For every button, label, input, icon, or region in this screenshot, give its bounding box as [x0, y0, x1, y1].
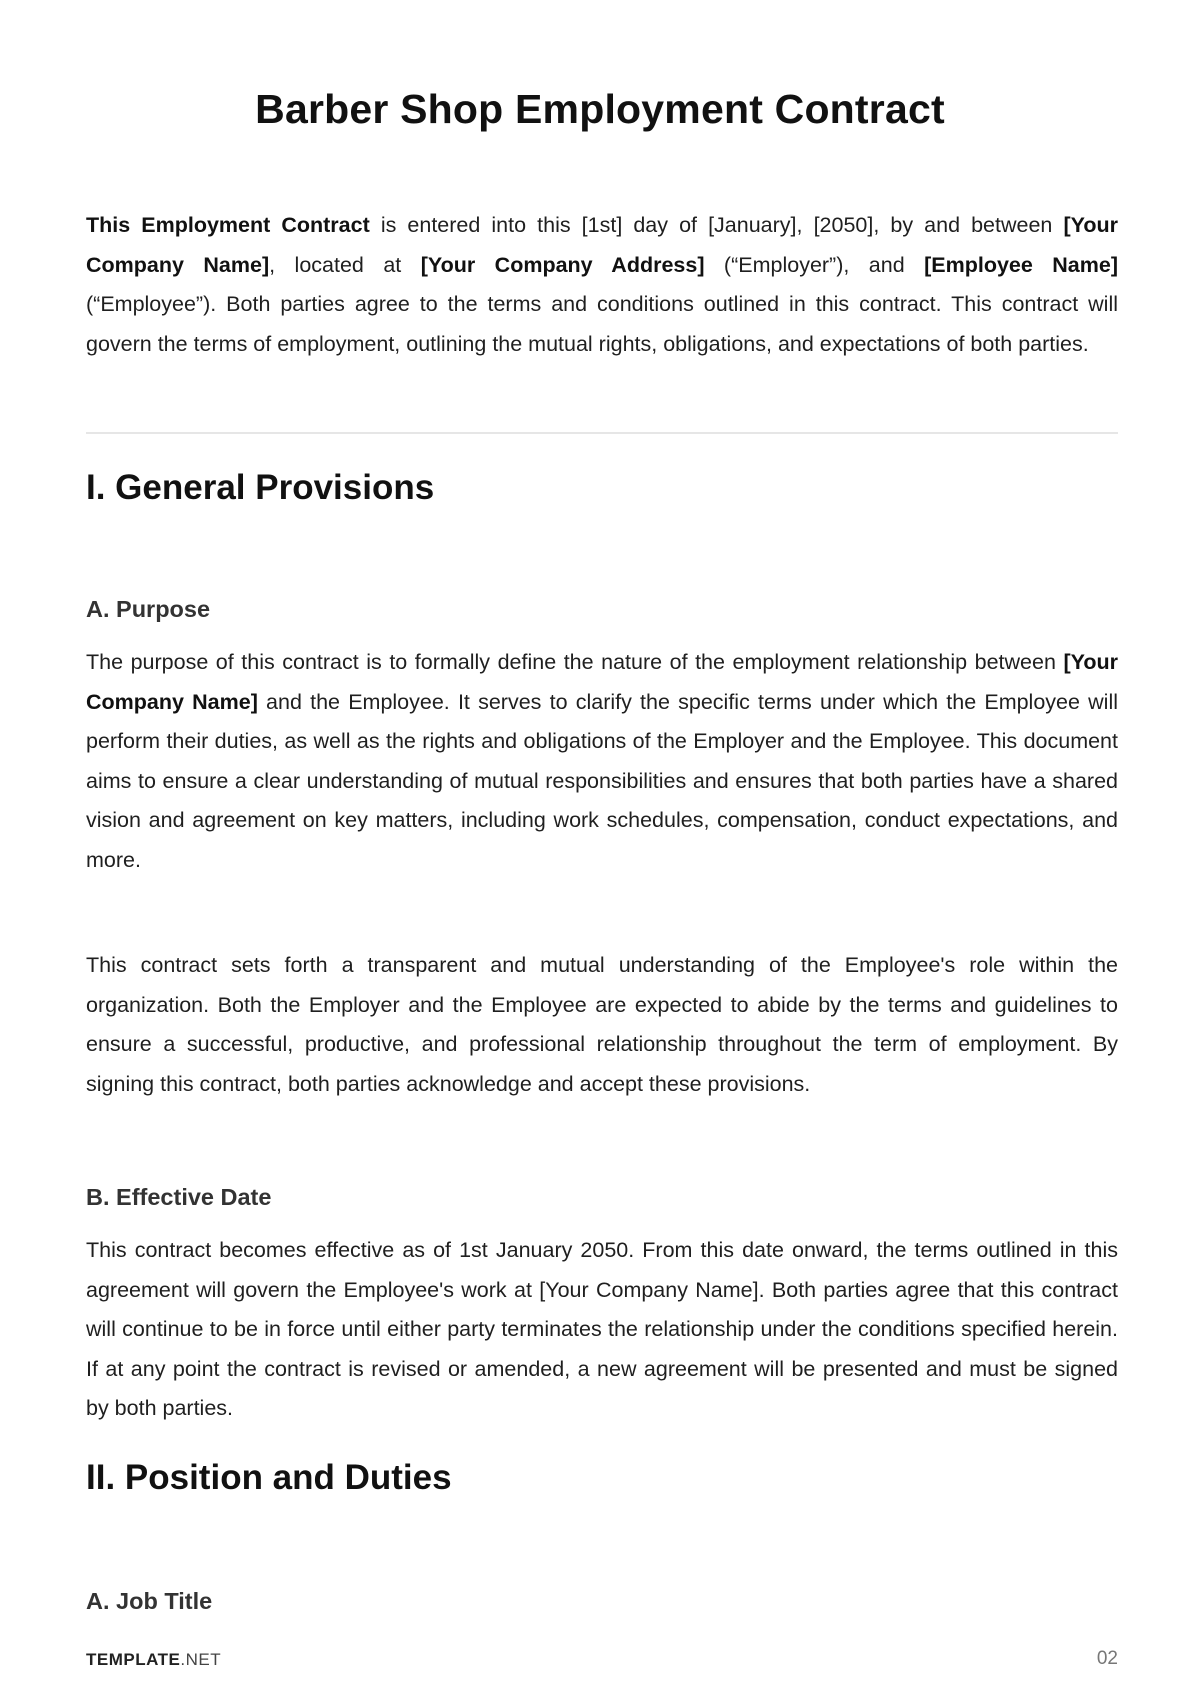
intro-bold-company-address: [Your Company Address] [420, 252, 705, 277]
effective-date-paragraph: This contract becomes effective as of 1st January 2050. From this date onward, the terms outlined in this agreement will govern the Employee's work at [Your Company Name]. Both parties agree that this contract will continue to be in force until either party terminates the relationship under the conditions specified herein. If at any point the contract is revised or amended, a new agreement will be presented and must be signed by both parties. [86, 1238, 1118, 1420]
intro-bold-employee-name: [Employee Name] [924, 252, 1118, 277]
intro-text-4: (“Employee”). Both parties agree to the terms and conditions outlined in this contract. This contract will govern the terms of employment, outlining the mutual rights, obligations, and expectations of both parties. [86, 292, 1118, 356]
intro-text-1: is entered into this [1st] day of [January], [2050], by and between [369, 213, 1064, 237]
intro-paragraph [86, 206, 1118, 364]
document-title: Barber Shop Employment Contract [255, 86, 945, 132]
page-number: 02 [1096, 1648, 1118, 1669]
purpose-paragraph-2: This contract sets forth a transparent and mutual understanding of the Employee's role within the organization. Both the Employer and the Employee are expected to abide by the terms and guidelines to ensure a successful, productive, and professional relationship throughout the term of employment. By signing this contract, both parties acknowledge and accept these provisions. [86, 953, 1118, 1096]
subsection-title-effective-date: B. Effective Date [86, 1184, 272, 1210]
subsection-title-job-title: A. Job Title [86, 1588, 213, 1614]
purpose-bold-company-name: [Your Company Name] [86, 650, 1118, 714]
intro-bold-company-name: [Your Company Name] [86, 213, 1118, 277]
footer-brand-bold: TEMPLATE [86, 1650, 181, 1669]
purpose-text-2: and the Employee. It serves to clarify the specific terms under which the Employee will perform their duties, as well as the rights and obligations of the Employer and the Employee. This document aims to ensure a clear understanding of mutual responsibilities and ensures that both parties have a shared vision and agreement on key matters, including work schedules, compensation, conduct expectations, and more. [86, 689, 1119, 872]
footer-brand-logo [86, 1650, 221, 1670]
section-title-general-provisions: I. General Provisions [86, 468, 435, 507]
section-divider [86, 432, 1118, 434]
intro-bold-contract: This Employment Contract [86, 213, 370, 237]
subsection-title-purpose: A. Purpose [86, 596, 211, 622]
section-title-position-duties: II. Position and Duties [86, 1458, 452, 1497]
purpose-text-1: The purpose of this contract is to formally define the nature of the employment relationship between [86, 650, 1064, 674]
intro-text-3: (“Employer”), and [704, 252, 925, 277]
footer-brand-light: .NET [180, 1650, 222, 1669]
purpose-paragraph-1 [86, 643, 1118, 880]
intro-text-2: , located at [269, 252, 421, 277]
